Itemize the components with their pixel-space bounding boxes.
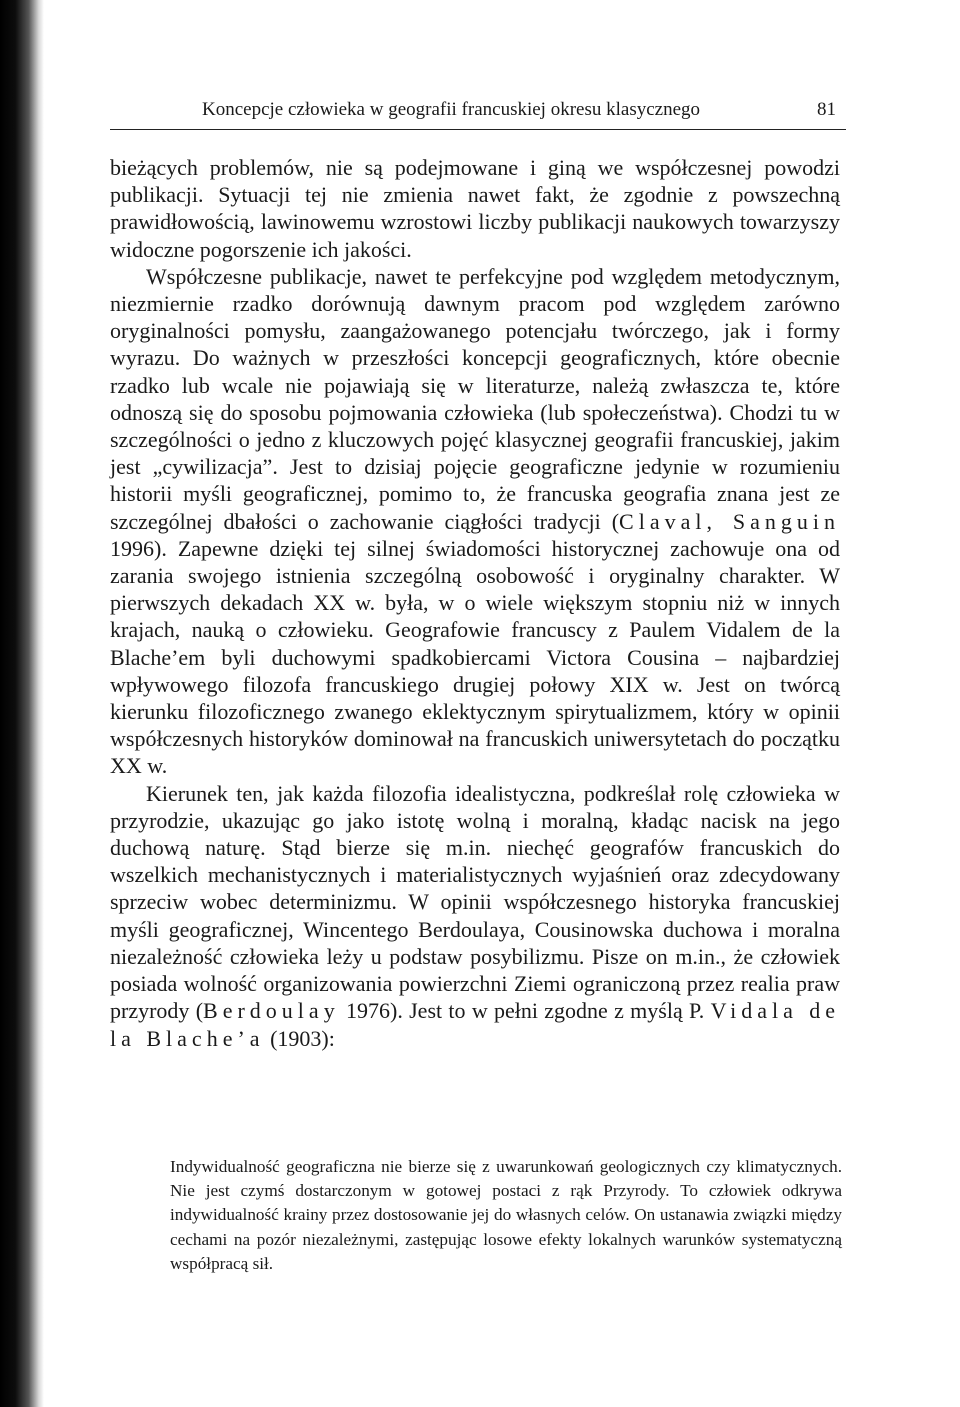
paragraph-1 (110, 154, 840, 263)
paragraph-3-text-b: 1976). Jest to w pełni zgodne z myślą P. (339, 998, 711, 1024)
running-head (202, 99, 840, 129)
page-number: 81 (817, 99, 836, 120)
header-rule (110, 129, 846, 130)
paragraph-3-text-c: (1903): (264, 1025, 335, 1051)
body-text (110, 154, 840, 1052)
paragraph-2-text-b: 1996). Zapewne dzięki tej silnej świadomości historycznej zachowuje ona od zarania swojego istnienia szczególną osobowość i oryginalny charakter. W pierwszych dekadach XX w. była, w o wiele większym stopniu niż w innych krajach, nauką o człowieku. Geografowie francuscy z Paulem Vidalem de la Blache’em byli duchowymi spadkobiercami Victora Cousina – najbardziej wpływowego filozofa francuskiego drugiej połowy XIX w. Jest on twórcą kierunku filozoficznego zwanego eklektycznym spirytualizmem, który w opinii współczesnych historyków dominował na francuskich uniwersytetach do początku XX w. (110, 535, 840, 779)
paragraph-2 (110, 263, 840, 780)
citation-berdoulay: Berdoulay (203, 998, 340, 1024)
block-quote: Indywidualność geograficzna nie bierze się z uwarunkowań geologicznych czy klimatycznych. Nie jest czymś dostarczonym w gotowej postaci z rąk Przyrody. To człowiek odkrywa indywidualność krainy przez dostosowanie jej do własnych celów. On ustanawia związki między cechami na pozór niezależnymi, zastępując losowe efekty lokalnych warunków systematyczną współpracą sił. (170, 1157, 842, 1273)
running-head-title: Koncepcje człowieka w geografii francuskiej okresu klasycznego (202, 99, 701, 120)
binding-shadow (0, 0, 44, 1407)
citation-vidal-de-la-blache: Vidala de la Blache’a (110, 998, 840, 1051)
paragraph-3 (110, 780, 840, 1052)
paragraph-2-text-a: Współczesne publikacje, nawet te perfekcyjne pod względem metodycznym, niezmiernie rzadko dorównują dawnym pracom pod względem zarówno oryginalności pomysłu, zaangażowanego potencjału twórczego, jak i formy wyrazu. Do ważnych w przeszłości koncepcji geograficznych, które obecnie rzadko lub wcale nie pojawiają się w literaturze, należą zwłaszcza te, które odnoszą się do sposobu pojmowania człowieka (lub społeczeństwa). Chodzi tu w szczególności o jedno z kluczowych pojęć klasycznej geografii francuskiej, jakim jest „cywilizacja”. Jest to dzisiaj pojęcie geograficzne jedynie w rozumieniu historii myśli geograficznej, pomimo to, że francuska geografia znana jest ze szczególnej dbałości o zachowanie ciągłości tradycji ( (110, 263, 840, 534)
paragraph-1-text: bieżących problemów, nie są podejmowane i giną we współczesnej powodzi publikacji. Sytuacji tej nie zmienia nawet fakt, że zgodnie z powszechną prawidłowością, lawinowemu wzrostowi liczby publikacji naukowych towarzyszy widoczne pogorszenie ich jakości. (110, 155, 840, 262)
paragraph-3-text-a: Kierunek ten, jak każda filozofia idealistyczna, podkreślał rolę człowieka w przyrodzie, ukazując go jako istotę wolną i moralną, kładąc nacisk na jego duchową naturę. Stąd bierze się m.in. niechęć geografów francuskich do wszelkich mechanistycznych i materialistycznych wyjaśnień oraz zdecydowany sprzeciw wobec determinizmu. W opinii współczesnego historyka francuskiej myśli geograficznej, Wincentego Berdoulaya, Cousinowska duchowa i moralna niezależność człowieka leży u podstaw posybilizmu. Pisze on m.in., że człowiek posiada wolność organizowania powierzchni Ziemi ograniczoną przez realia praw przyrody ( (110, 780, 840, 1024)
book-page (110, 0, 840, 1407)
citation-claval-sanguin: Claval, Sanguin (619, 508, 840, 534)
